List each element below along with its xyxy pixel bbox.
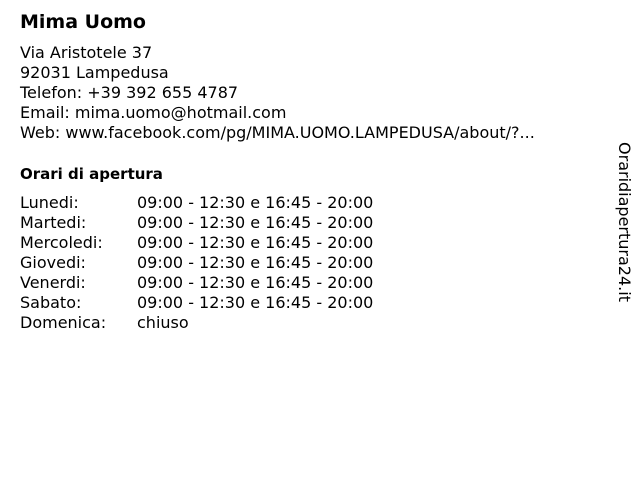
city-address: 92031 Lampedusa [20, 63, 169, 82]
contact-block [20, 43, 535, 143]
time-value: 09:00 - 12:30 e 16:45 - 20:00 [137, 253, 374, 272]
time-value: 09:00 - 12:30 e 16:45 - 20:00 [137, 193, 374, 212]
day-label: Mercoledi: [20, 233, 103, 252]
site-watermark [610, 134, 638, 310]
street-address: Via Aristotele 37 [20, 43, 153, 62]
email-address: Email: mima.uomo@hotmail.com [20, 103, 287, 122]
day-label: Domenica: [20, 313, 107, 332]
time-value: chiuso [137, 313, 189, 332]
day-label: Martedi: [20, 213, 87, 232]
day-label: Giovedi: [20, 253, 86, 272]
time-value: 09:00 - 12:30 e 16:45 - 20:00 [137, 273, 374, 292]
phone-number: Telefon: +39 392 655 4787 [20, 83, 239, 102]
time-value: 09:00 - 12:30 e 16:45 - 20:00 [137, 293, 374, 312]
day-label: Sabato: [20, 293, 82, 312]
day-label: Lunedi: [20, 193, 79, 212]
business-name: Mima Uomo [20, 11, 146, 33]
watermark-text: Oraridiapertura24.it [615, 142, 634, 302]
time-value: 09:00 - 12:30 e 16:45 - 20:00 [137, 233, 374, 252]
time-value: 09:00 - 12:30 e 16:45 - 20:00 [137, 213, 374, 232]
website-address: Web: www.facebook.com/pg/MIMA.UOMO.LAMPEDUSA/about/?... [20, 123, 535, 142]
opening-hours-title: Orari di apertura [20, 165, 163, 183]
day-label: Venerdi: [20, 273, 86, 292]
